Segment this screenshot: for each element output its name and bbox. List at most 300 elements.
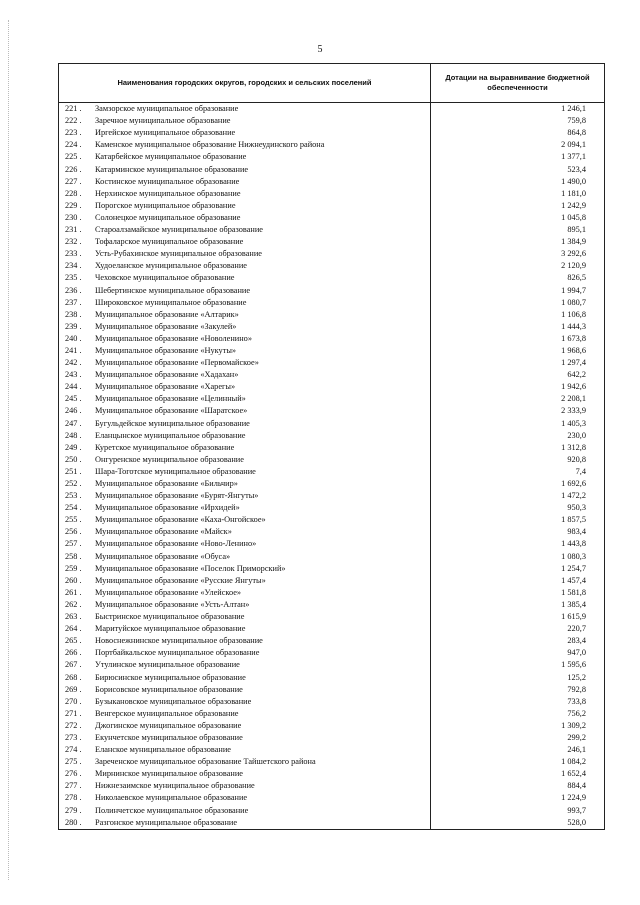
settlement-name: Муниципальное образование «Нукуты» xyxy=(95,345,237,355)
table-row xyxy=(59,478,605,490)
table-row xyxy=(59,188,605,200)
subsidy-amount-cell: 792,8 xyxy=(431,684,605,696)
settlement-name-cell xyxy=(59,151,431,163)
table-row xyxy=(59,357,605,369)
row-number: 233 . xyxy=(65,249,82,259)
row-number: 264 . xyxy=(65,624,82,634)
table-row xyxy=(59,466,605,478)
subsidy-amount-cell: 1 385,4 xyxy=(431,599,605,611)
table-row xyxy=(59,550,605,562)
table-row xyxy=(59,127,605,139)
row-number: 272 . xyxy=(65,720,82,730)
settlement-name: Муниципальное образование «Майск» xyxy=(95,527,232,537)
subsidy-amount-cell: 1 224,9 xyxy=(431,792,605,804)
table-row xyxy=(59,224,605,236)
row-number: 241 . xyxy=(65,345,82,355)
settlement-name-cell xyxy=(59,538,431,550)
settlement-name-cell xyxy=(59,103,431,116)
subsidy-amount-cell: 642,2 xyxy=(431,369,605,381)
row-number: 231 . xyxy=(65,225,82,235)
settlement-name-cell xyxy=(59,200,431,212)
settlement-name: Разгонское муниципальное образование xyxy=(95,817,238,827)
settlement-name-cell xyxy=(59,732,431,744)
settlement-name-cell xyxy=(59,708,431,720)
settlement-name: Широковское муниципальное образование xyxy=(95,297,247,307)
settlement-name: Муниципальное образование «Алтарик» xyxy=(95,309,239,319)
settlement-name-cell xyxy=(59,454,431,466)
settlement-name-cell xyxy=(59,659,431,671)
row-number: 268 . xyxy=(65,672,82,682)
subsidy-amount-cell: 1 443,8 xyxy=(431,538,605,550)
row-number: 225 . xyxy=(65,152,82,162)
settlement-name: Муниципальное образование «Бурят-Янгуты» xyxy=(95,491,259,501)
row-number: 274 . xyxy=(65,745,82,755)
table-row xyxy=(59,575,605,587)
settlement-name: Муниципальное образование «Русские Янгуты» xyxy=(95,575,266,585)
table-row xyxy=(59,200,605,212)
subsidy-amount-cell: 1 246,1 xyxy=(431,103,605,116)
settlement-name: Муниципальное образование «Каха-Онгойское» xyxy=(95,515,266,525)
settlement-name-cell xyxy=(59,393,431,405)
table-row xyxy=(59,684,605,696)
settlement-name-cell xyxy=(59,744,431,756)
settlement-name-cell xyxy=(59,720,431,732)
settlement-name-cell xyxy=(59,188,431,200)
settlement-name-cell xyxy=(59,768,431,780)
row-number: 256 . xyxy=(65,527,82,537)
settlement-name: Еланское муниципальное образование xyxy=(95,745,231,755)
settlement-name: Борисовское муниципальное образование xyxy=(95,684,243,694)
row-number: 278 . xyxy=(65,793,82,803)
table-row xyxy=(59,393,605,405)
settlement-name-cell xyxy=(59,176,431,188)
settlement-name-cell xyxy=(59,635,431,647)
settlement-name: Заречное муниципальное образование xyxy=(95,116,231,126)
subsidy-amount-cell: 1 490,0 xyxy=(431,176,605,188)
row-number: 254 . xyxy=(65,503,82,513)
settlement-name-cell xyxy=(59,611,431,623)
settlement-name: Екунчетское муниципальное образование xyxy=(95,732,243,742)
row-number: 253 . xyxy=(65,491,82,501)
subsidy-amount-cell: 1 045,8 xyxy=(431,212,605,224)
row-number: 249 . xyxy=(65,442,82,452)
settlement-name-cell xyxy=(59,224,431,236)
row-number: 251 . xyxy=(65,466,82,476)
subsidy-amount-cell: 1 312,8 xyxy=(431,442,605,454)
row-number: 273 . xyxy=(65,732,82,742)
table-row xyxy=(59,115,605,127)
table-row xyxy=(59,321,605,333)
subsidy-amount-cell: 1 615,9 xyxy=(431,611,605,623)
subsidy-amount-cell: 1 405,3 xyxy=(431,417,605,429)
row-number: 260 . xyxy=(65,575,82,585)
subsidy-amount-cell: 1 444,3 xyxy=(431,321,605,333)
table-row xyxy=(59,780,605,792)
table-row xyxy=(59,804,605,816)
table-row xyxy=(59,430,605,442)
table-row xyxy=(59,756,605,768)
subsidy-amount-cell: 826,5 xyxy=(431,272,605,284)
row-number: 237 . xyxy=(65,297,82,307)
table-row xyxy=(59,563,605,575)
settlement-name-cell xyxy=(59,309,431,321)
subsidy-amount-cell: 950,3 xyxy=(431,502,605,514)
subsidy-amount-cell: 1 857,5 xyxy=(431,514,605,526)
subsidy-amount-cell: 756,2 xyxy=(431,708,605,720)
subsidy-amount-cell: 220,7 xyxy=(431,623,605,635)
table-row xyxy=(59,490,605,502)
settlement-name: Чеховское муниципальное образование xyxy=(95,273,235,283)
header-subsidy-amount: Дотации на выравнивание бюджетной обеспеченности xyxy=(431,64,605,103)
settlement-name: Муниципальное образование «Новоленино» xyxy=(95,333,252,343)
table-row xyxy=(59,333,605,345)
row-number: 235 . xyxy=(65,273,82,283)
subsidy-amount-cell: 884,4 xyxy=(431,780,605,792)
settlement-name-cell xyxy=(59,563,431,575)
settlement-name-cell xyxy=(59,804,431,816)
subsidy-amount-cell: 3 292,6 xyxy=(431,248,605,260)
settlement-name: Муниципальное образование «Закулей» xyxy=(95,321,237,331)
row-number: 245 . xyxy=(65,394,82,404)
row-number: 267 . xyxy=(65,660,82,670)
settlement-name: Муниципальное образование «Первомайское» xyxy=(95,358,259,368)
settlement-name-cell xyxy=(59,490,431,502)
settlement-name-cell xyxy=(59,260,431,272)
row-number: 242 . xyxy=(65,358,82,368)
table-row xyxy=(59,744,605,756)
settlement-name-cell xyxy=(59,405,431,417)
table-row xyxy=(59,647,605,659)
table-row xyxy=(59,369,605,381)
row-number: 255 . xyxy=(65,515,82,525)
settlement-name: Муниципальное образование «Поселок Приморский» xyxy=(95,563,286,573)
settlement-name: Муниципальное образование «Улейское» xyxy=(95,587,242,597)
table-row xyxy=(59,708,605,720)
table-row xyxy=(59,212,605,224)
table-row xyxy=(59,526,605,538)
settlement-name: Шебертинское муниципальное образование xyxy=(95,285,251,295)
row-number: 238 . xyxy=(65,309,82,319)
row-number: 229 . xyxy=(65,200,82,210)
row-number: 277 . xyxy=(65,781,82,791)
row-number: 223 . xyxy=(65,128,82,138)
settlement-name-cell xyxy=(59,212,431,224)
settlement-name-cell xyxy=(59,756,431,768)
subsidy-amount-cell: 2 120,9 xyxy=(431,260,605,272)
subsidy-amount-cell: 1 181,0 xyxy=(431,188,605,200)
settlement-name-cell xyxy=(59,526,431,538)
settlement-name: Джогинское муниципальное образование xyxy=(95,720,242,730)
table-row xyxy=(59,260,605,272)
subsidy-amount-cell: 1 595,6 xyxy=(431,659,605,671)
subsidy-amount-cell: 983,4 xyxy=(431,526,605,538)
settlement-name-cell xyxy=(59,357,431,369)
table-row xyxy=(59,538,605,550)
table-row xyxy=(59,696,605,708)
subsidy-amount-cell: 1 080,7 xyxy=(431,297,605,309)
settlement-name: Нерхинское муниципальное образование xyxy=(95,188,241,198)
table-row xyxy=(59,163,605,175)
subsidy-amount-cell: 1 242,9 xyxy=(431,200,605,212)
row-number: 275 . xyxy=(65,757,82,767)
subsidy-amount-cell: 1 942,6 xyxy=(431,381,605,393)
settlement-name-cell xyxy=(59,236,431,248)
settlement-name-cell xyxy=(59,684,431,696)
settlement-name: Муниципальное образование «Обуса» xyxy=(95,551,231,561)
subsidy-amount-cell: 7,4 xyxy=(431,466,605,478)
settlement-name-cell xyxy=(59,297,431,309)
row-number: 228 . xyxy=(65,188,82,198)
subsidy-amount-cell: 920,8 xyxy=(431,454,605,466)
settlement-name: Муниципальное образование «Харегы» xyxy=(95,382,236,392)
table-row xyxy=(59,309,605,321)
row-number: 269 . xyxy=(65,684,82,694)
settlement-name: Усть-Рубахинское муниципальное образование xyxy=(95,249,262,259)
settlement-name: Зареченское муниципальное образование Тайшетского района xyxy=(95,757,316,767)
subsidy-amount-cell: 1 297,4 xyxy=(431,357,605,369)
table-row xyxy=(59,405,605,417)
table-row xyxy=(59,768,605,780)
subsidy-amount-cell: 1 968,6 xyxy=(431,345,605,357)
subsidy-amount-cell: 895,1 xyxy=(431,224,605,236)
subsidy-amount-cell: 733,8 xyxy=(431,696,605,708)
subsidy-amount-cell: 299,2 xyxy=(431,732,605,744)
settlement-name: Новоснежнинское муниципальное образование xyxy=(95,636,263,646)
subsidy-amount-cell: 2 208,1 xyxy=(431,393,605,405)
table-row xyxy=(59,236,605,248)
row-number: 258 . xyxy=(65,551,82,561)
subsidy-amount-cell: 1 652,4 xyxy=(431,768,605,780)
row-number: 243 . xyxy=(65,370,82,380)
row-number: 240 . xyxy=(65,333,82,343)
row-number: 280 . xyxy=(65,817,82,827)
header-settlement-name: Наименования городских округов, городских и сельских поселений xyxy=(59,64,431,103)
table-row xyxy=(59,659,605,671)
settlement-name-cell xyxy=(59,623,431,635)
settlement-name: Костинское муниципальное образование xyxy=(95,176,240,186)
table-row xyxy=(59,611,605,623)
settlement-name-cell xyxy=(59,417,431,429)
subsidy-amount-cell: 1 673,8 xyxy=(431,333,605,345)
row-number: 265 . xyxy=(65,636,82,646)
settlement-name: Худоеланское муниципальное образование xyxy=(95,261,247,271)
settlement-name: Онгуренское муниципальное образование xyxy=(95,454,244,464)
subsidy-amount-cell: 528,0 xyxy=(431,817,605,830)
table-row xyxy=(59,284,605,296)
subsidy-amount-cell: 1 080,3 xyxy=(431,550,605,562)
settlement-name-cell xyxy=(59,647,431,659)
settlement-name-cell xyxy=(59,502,431,514)
settlement-name: Мирнинское муниципальное образование xyxy=(95,769,243,779)
settlement-name: Порогское муниципальное образование xyxy=(95,200,236,210)
settlement-name-cell xyxy=(59,817,431,830)
subsidy-amount-cell: 246,1 xyxy=(431,744,605,756)
row-number: 259 . xyxy=(65,563,82,573)
subsidy-amount-cell: 230,0 xyxy=(431,430,605,442)
settlement-name: Тофаларское муниципальное образование xyxy=(95,237,244,247)
row-number: 221 . xyxy=(65,104,82,114)
subsidy-amount-cell: 759,8 xyxy=(431,115,605,127)
settlement-name: Еланцынское муниципальное образование xyxy=(95,430,246,440)
row-number: 261 . xyxy=(65,587,82,597)
table-row xyxy=(59,151,605,163)
settlement-name-cell xyxy=(59,696,431,708)
table-row xyxy=(59,720,605,732)
table-row xyxy=(59,103,605,116)
row-number: 234 . xyxy=(65,261,82,271)
settlement-name: Замзорское муниципальное образование xyxy=(95,104,239,114)
settlement-name: Муниципальное образование «Ирхидей» xyxy=(95,503,240,513)
settlement-name-cell xyxy=(59,381,431,393)
settlement-name: Солонецкое муниципальное образование xyxy=(95,212,241,222)
table-row xyxy=(59,297,605,309)
table-row xyxy=(59,176,605,188)
settlement-name-cell xyxy=(59,115,431,127)
settlement-name-cell xyxy=(59,599,431,611)
row-number: 230 . xyxy=(65,212,82,222)
subsidy-amount-cell: 993,7 xyxy=(431,804,605,816)
subsidy-amount-cell: 947,0 xyxy=(431,647,605,659)
settlement-name: Иргейское муниципальное образование xyxy=(95,128,236,138)
settlement-name-cell xyxy=(59,139,431,151)
settlement-name: Бузыкановское муниципальное образование xyxy=(95,696,252,706)
subsidy-amount-cell: 1 106,8 xyxy=(431,309,605,321)
settlement-name: Полинчетское муниципальное образование xyxy=(95,805,249,815)
settlement-name: Муниципальное образование «Ново-Ленино» xyxy=(95,539,257,549)
settlement-name: Муниципальное образование «Целинный» xyxy=(95,394,246,404)
settlement-name: Катарбейское муниципальное образование xyxy=(95,152,247,162)
row-number: 250 . xyxy=(65,454,82,464)
binding-margin-dots xyxy=(8,20,10,880)
settlement-name-cell xyxy=(59,430,431,442)
settlement-name: Бирюсинское муниципальное образование xyxy=(95,672,246,682)
row-number: 222 . xyxy=(65,116,82,126)
subsidy-amount-cell: 1 377,1 xyxy=(431,151,605,163)
settlement-name-cell xyxy=(59,478,431,490)
settlement-name: Куретское муниципальное образование xyxy=(95,442,235,452)
subsidy-amount-cell: 283,4 xyxy=(431,635,605,647)
settlement-name-cell xyxy=(59,163,431,175)
table-row xyxy=(59,248,605,260)
settlement-name: Нижнезаимское муниципальное образование xyxy=(95,781,255,791)
settlement-name-cell xyxy=(59,575,431,587)
row-number: 246 . xyxy=(65,406,82,416)
subsidy-amount-cell: 1 994,7 xyxy=(431,284,605,296)
settlement-name-cell xyxy=(59,550,431,562)
subsidy-amount-cell: 1 472,2 xyxy=(431,490,605,502)
subsidy-amount-cell: 1 384,9 xyxy=(431,236,605,248)
table-row xyxy=(59,442,605,454)
settlement-name: Каменское муниципальное образование Нижнеудинского района xyxy=(95,140,325,150)
row-number: 270 . xyxy=(65,696,82,706)
settlement-name-cell xyxy=(59,284,431,296)
table-row xyxy=(59,514,605,526)
settlement-name-cell xyxy=(59,333,431,345)
table-row xyxy=(59,345,605,357)
table-row xyxy=(59,792,605,804)
row-number: 227 . xyxy=(65,176,82,186)
settlement-name: Венгерское муниципальное образование xyxy=(95,708,239,718)
settlement-name-cell xyxy=(59,442,431,454)
settlement-name: Бугульдейское муниципальное образование xyxy=(95,418,250,428)
table-row xyxy=(59,732,605,744)
row-number: 226 . xyxy=(65,164,82,174)
settlement-name-cell xyxy=(59,671,431,683)
table-row xyxy=(59,139,605,151)
settlement-name: Маритуйское муниципальное образование xyxy=(95,624,246,634)
subsidy-amount-cell: 1 254,7 xyxy=(431,563,605,575)
settlement-name: Староалзамайское муниципальное образование xyxy=(95,225,263,235)
subsidy-amount-cell: 1 309,2 xyxy=(431,720,605,732)
subsidy-amount-cell: 1 457,4 xyxy=(431,575,605,587)
table-header-row xyxy=(59,64,605,103)
row-number: 224 . xyxy=(65,140,82,150)
settlement-name-cell xyxy=(59,780,431,792)
settlement-name-cell xyxy=(59,369,431,381)
row-number: 266 . xyxy=(65,648,82,658)
subsidy-amount-cell: 1 084,2 xyxy=(431,756,605,768)
table-body xyxy=(59,103,605,830)
settlement-name-cell xyxy=(59,466,431,478)
table-row xyxy=(59,502,605,514)
subsidy-amount-cell: 1 581,8 xyxy=(431,587,605,599)
settlement-name: Муниципальное образование «Хадахан» xyxy=(95,370,239,380)
row-number: 232 . xyxy=(65,237,82,247)
settlement-name: Быстринское муниципальное образование xyxy=(95,612,245,622)
table-row xyxy=(59,454,605,466)
row-number: 279 . xyxy=(65,805,82,815)
row-number: 262 . xyxy=(65,599,82,609)
table-row xyxy=(59,587,605,599)
settlement-name-cell xyxy=(59,248,431,260)
settlement-name-cell xyxy=(59,345,431,357)
table-row xyxy=(59,623,605,635)
table-row xyxy=(59,381,605,393)
row-number: 248 . xyxy=(65,430,82,440)
subsidy-amount-cell: 523,4 xyxy=(431,163,605,175)
settlement-name: Шара-Тоготское муниципальное образование xyxy=(95,466,256,476)
subsidy-table xyxy=(58,63,605,830)
settlement-name: Муниципальное образование «Шаратское» xyxy=(95,406,248,416)
row-number: 247 . xyxy=(65,418,82,428)
row-number: 271 . xyxy=(65,708,82,718)
settlement-name-cell xyxy=(59,272,431,284)
settlement-name-cell xyxy=(59,792,431,804)
table-row xyxy=(59,817,605,830)
row-number: 239 . xyxy=(65,321,82,331)
row-number: 236 . xyxy=(65,285,82,295)
row-number: 252 . xyxy=(65,479,82,488)
settlement-name-cell xyxy=(59,321,431,333)
table-row xyxy=(59,272,605,284)
subsidy-amount-cell: 2 094,1 xyxy=(431,139,605,151)
subsidy-amount-cell: 2 333,9 xyxy=(431,405,605,417)
settlement-name: Катарминское муниципальное образование xyxy=(95,164,249,174)
page-number: 5 xyxy=(317,44,323,55)
table-row xyxy=(59,635,605,647)
table-row xyxy=(59,671,605,683)
settlement-name: Муниципальное образование «Усть-Алтан» xyxy=(95,599,250,609)
subsidy-amount-cell: 864,8 xyxy=(431,127,605,139)
row-number: 244 . xyxy=(65,382,82,392)
settlement-name: Николаевское муниципальное образование xyxy=(95,793,248,803)
row-number: 276 . xyxy=(65,769,82,779)
table-row xyxy=(59,599,605,611)
subsidy-amount-cell: 125,2 xyxy=(431,671,605,683)
settlement-name-cell xyxy=(59,514,431,526)
table-row xyxy=(59,417,605,429)
row-number: 257 . xyxy=(65,539,82,549)
